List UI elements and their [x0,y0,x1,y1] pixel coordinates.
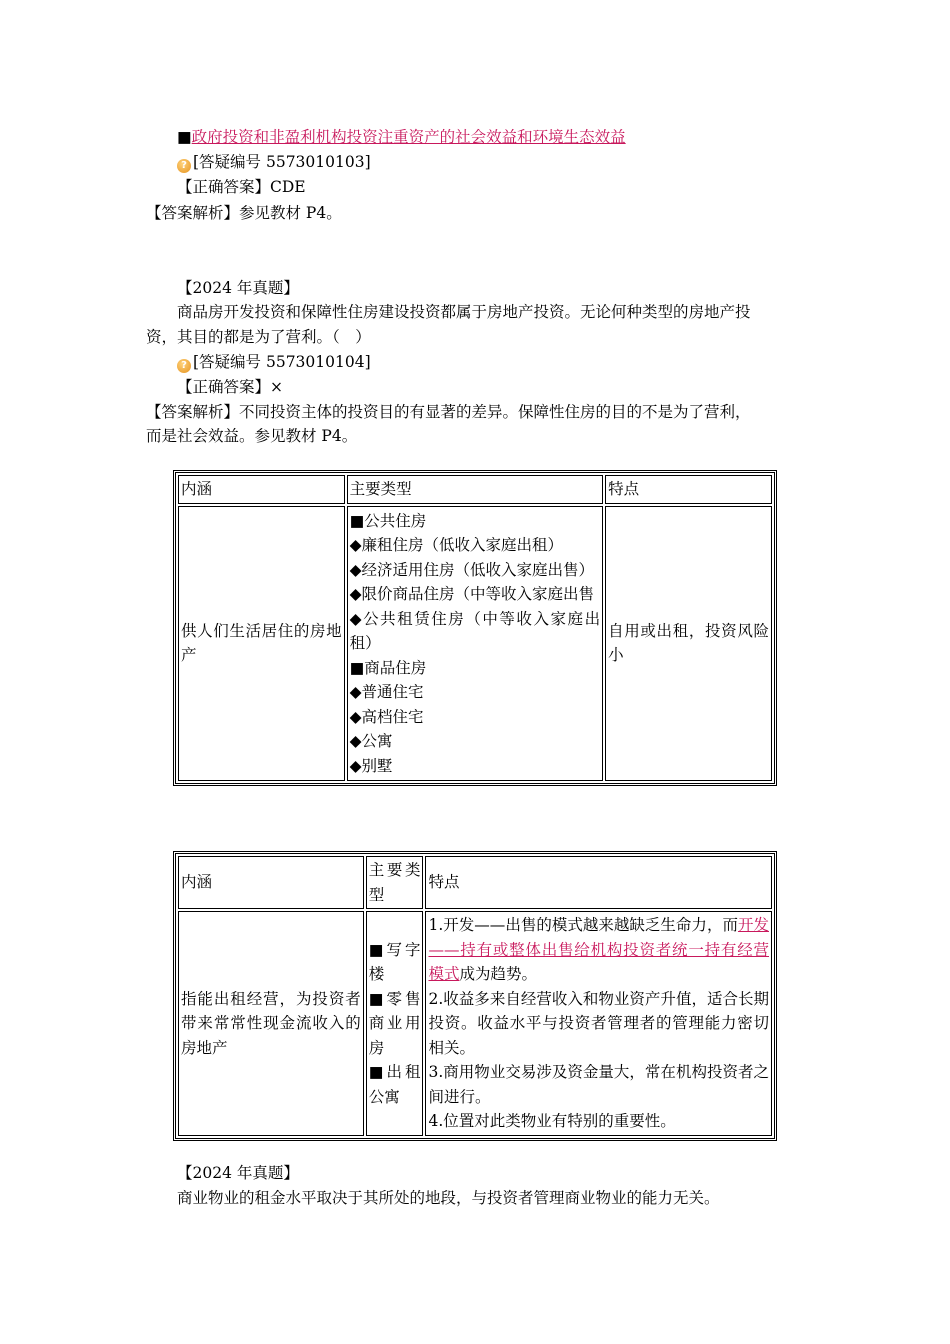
question-id-row [177,151,371,173]
exam-question-line1: 商品房开发投资和保障性住房建设投资都属于房地产投资。无论何种类型的房地产投 [177,303,751,321]
type-item: ■公共住房 [349,511,427,530]
type-item: ◆经济适用住房（低收入家庭出售） [349,560,595,579]
meaning-cell: 供人们生活居住的房地产 [178,506,345,782]
type-item: ◆公寓 [349,732,393,750]
feature-item-2: 2.收益多来自经营收入和物业资产升值，适合长期投资。收益水平与投资者管理者的管理能力密切相关。 [428,989,769,1057]
exam-tag: 【2024 年真题】 [177,1164,299,1182]
exam-tag: 【2024 年真题】 [177,279,299,297]
question-id: [答疑编号 5573010104] [193,353,371,371]
types-cell [366,911,424,1136]
table-header-cell: 主要类型 [366,856,424,909]
housing-types-table [175,472,775,784]
type-item: ◆公共租赁住房（中等收入家庭出租） [349,609,601,652]
feature-text: 1.开发——出售的模式越来越缺乏生命力，而 [428,916,738,934]
table-header-cell: 内涵 [178,856,364,909]
type-item: ◆廉租住房（低收入家庭出租） [349,536,564,554]
answer-analysis: 【答案解析】参见教材 P4。 [146,204,342,222]
type-item: ◆限价商品住房（中等收入家庭出售 [349,585,595,603]
feature-cell: 自用或出租，投资风险小 [605,506,772,782]
feature-item-1 [428,913,769,987]
types-cell [347,506,603,782]
question-circle-icon[interactable]: ? [177,359,191,373]
question-id-row [177,351,371,373]
type-item: ◆高档住宅 [349,707,424,726]
correct-answer: 【正确答案】× [177,378,283,396]
meaning-cell: 指能出租经营，为投资者带来常常性现金流收入的房地产 [178,911,364,1136]
feature-item-4: 4.位置对此类物业有特别的重要性。 [428,1112,676,1130]
highlight-link[interactable]: 开发——持有或整体出售给机构投资者统一持有经营模式 [428,916,769,983]
commercial-property-table [175,853,775,1139]
question-id: [答疑编号 5573010103] [193,153,371,171]
exam-question-line1: 商业物业的租金水平取决于其所处的地段，与投资者管理商业物业的能力无关。 [177,1189,720,1207]
answer-analysis-line1: 【答案解析】不同投资主体的投资目的有显著的差异。保障性住房的目的不是为了营利， [146,403,751,421]
type-item: ■出租公寓 [368,1063,421,1106]
question-circle-icon[interactable]: ? [177,159,191,173]
type-item: ■商品住房 [349,658,427,677]
bullet-heading [177,126,626,148]
table-header-cell: 特点 [425,856,772,909]
highlight-link[interactable]: 政府投资和非盈利机构投资注重资产的社会效益和环境生态效益 [191,128,626,146]
table-header-cell: 内涵 [178,475,345,504]
feature-text: 成为趋势。 [459,965,538,983]
type-item: ■零售商业用房 [368,989,421,1057]
type-item: ◆别墅 [349,756,393,775]
type-item: ■写字楼 [368,940,421,983]
table-header-cell: 主要类型 [347,475,603,504]
type-item: ◆普通住宅 [349,683,424,701]
correct-answer: 【正确答案】CDE [177,178,306,196]
feature-item-3: 3.商用物业交易涉及资金量大，常在机构投资者之间进行。 [428,1063,769,1106]
features-cell [425,911,772,1136]
answer-analysis-line2: 而是社会效益。参见教材 P4。 [146,427,358,445]
square-bullet: ■ [177,128,192,146]
exam-question-line2: 资，其目的都是为了营利。（ ） [146,328,371,346]
table-header-cell: 特点 [605,475,772,504]
